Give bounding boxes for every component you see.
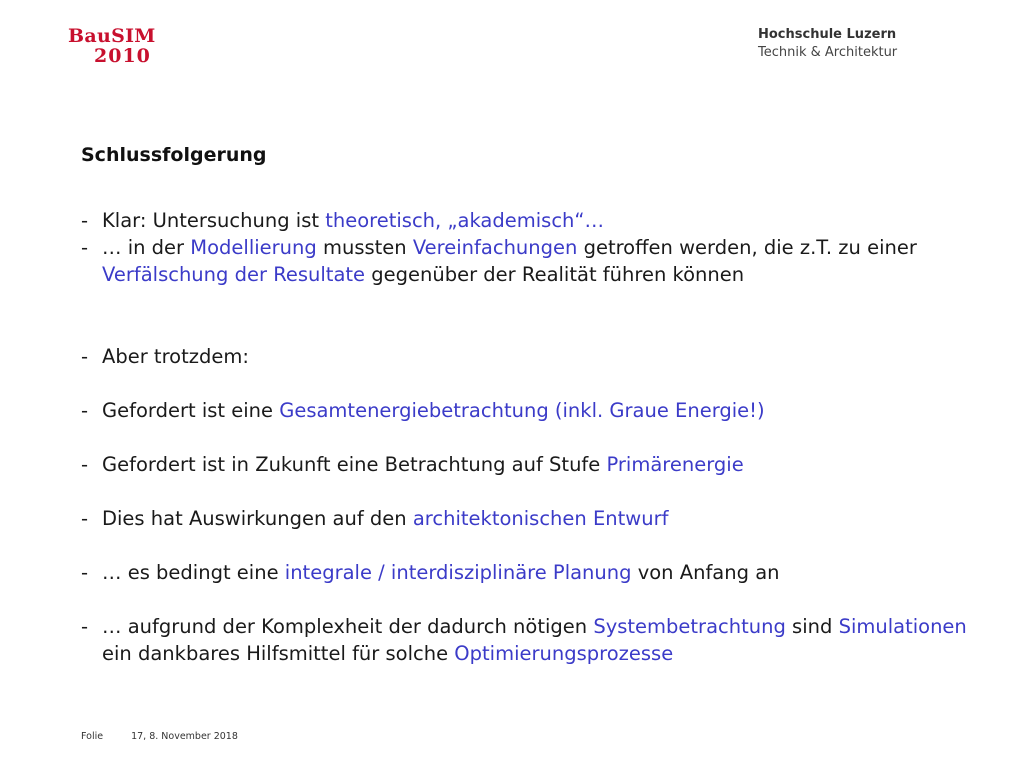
bullet-text: Aber trotzdem: <box>102 345 249 368</box>
logo-line-1: BauSIM <box>68 25 156 47</box>
logo-line-2: 2010 <box>94 45 151 67</box>
bullet-text: Dies hat Auswirkungen auf den architektonischen Entwurf <box>102 507 669 530</box>
bullet-marker: - <box>81 399 89 422</box>
bullet-marker: - <box>81 561 89 584</box>
institution-block <box>758 26 897 62</box>
bullet-list <box>81 207 981 667</box>
bullet-item <box>81 207 981 234</box>
bullet-text: Gefordert ist eine Gesamtenergiebetrachtung (inkl. Graue Energie!) <box>102 399 765 422</box>
bullet-marker: - <box>81 345 89 368</box>
institution-name: Hochschule Luzern <box>758 27 897 42</box>
bullet-marker: - <box>81 615 89 638</box>
slide-footer <box>81 731 238 742</box>
bullet-marker: - <box>81 453 89 476</box>
bullet-text: … in der Modellierung mussten Vereinfachungen getroffen werden, die z.T. zu einer Verfälschung der Resultate gegenüber der Realität führen können <box>102 236 917 286</box>
footer-slide-info: 17, 8. November 2018 <box>131 731 238 742</box>
bullet-item <box>81 234 981 288</box>
slide-title: Schlussfolgerung <box>81 144 267 166</box>
bullet-item <box>81 505 981 532</box>
bullet-item <box>81 451 981 478</box>
footer-label: Folie <box>81 731 104 742</box>
bullet-text: Klar: Untersuchung ist theoretisch, „akademisch“… <box>102 209 605 232</box>
bullet-item <box>81 343 981 370</box>
bullet-text: … es bedingt eine integrale / interdisziplinäre Planung von Anfang an <box>102 561 780 584</box>
bullet-item <box>81 559 981 586</box>
bullet-item <box>81 397 981 424</box>
bullet-text: Gefordert ist in Zukunft eine Betrachtung auf Stufe Primärenergie <box>102 453 744 476</box>
bullet-marker: - <box>81 507 89 530</box>
bullet-text: … aufgrund der Komplexheit der dadurch nötigen Systembetrachtung sind Simulationen ein dankbares Hilfsmittel für solche Optimierungsprozesse <box>102 615 967 665</box>
bullet-item <box>81 613 981 667</box>
bullet-marker: - <box>81 209 89 232</box>
bausim-logo <box>68 27 156 66</box>
bullet-marker: - <box>81 236 89 259</box>
department-name: Technik & Architektur <box>758 45 898 60</box>
